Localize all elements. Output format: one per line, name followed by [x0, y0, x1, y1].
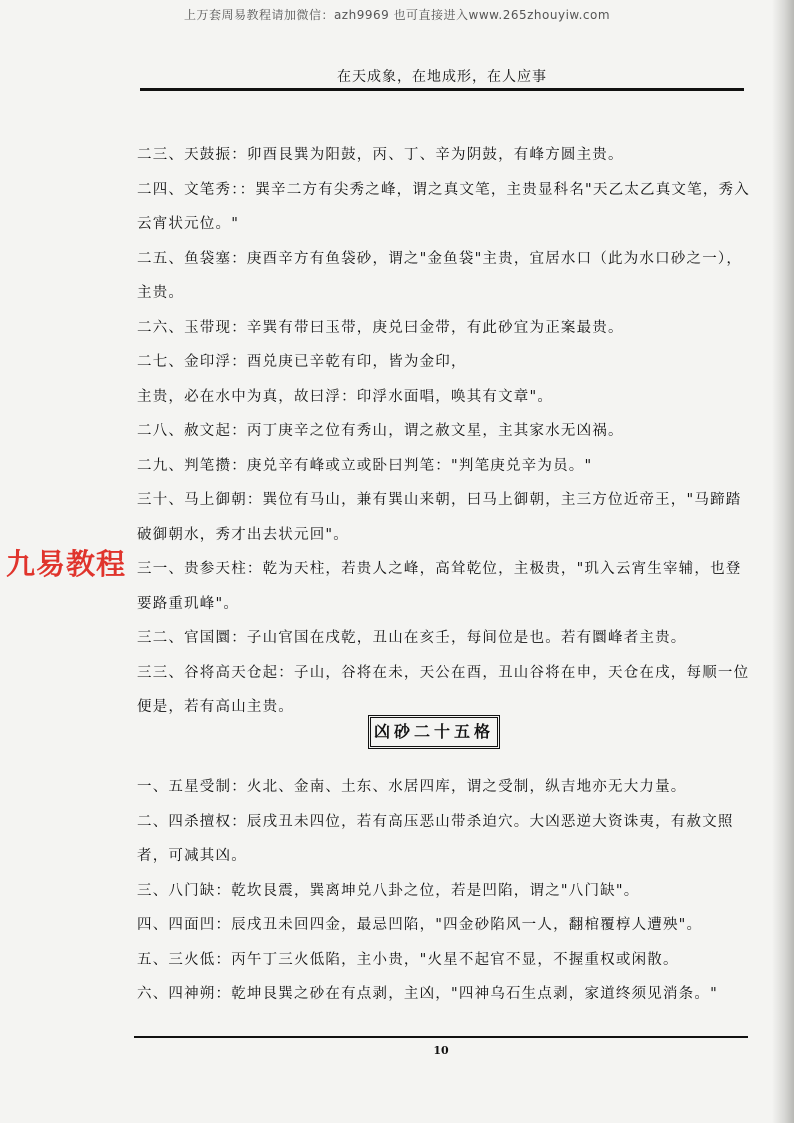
- watermark-stamp: 九易教程: [6, 547, 127, 581]
- inauspicious-sand-list: [137, 770, 751, 1012]
- section-heading: 凶砂二十五格: [368, 715, 500, 749]
- list-item: 三二、官国圜：子山官国在戌乾，丑山在亥壬，每间位是也。若有圜峰者主贵。: [137, 630, 687, 646]
- running-header: 在天成象，在地成形，在人应事: [337, 69, 547, 85]
- list-item: 六、四神朔：乾坤艮巽之砂在有点剥，主凶，"四神乌石生点剥，家道终须见消条。": [137, 986, 718, 1002]
- list-item: 四、四面凹：辰戌丑未回四金，最忌凹陷，"四金砂陷风一人，翻棺覆椁人遭殃"。: [137, 917, 703, 933]
- list-item: 二四、文笔秀：：巽辛二方有尖秀之峰，谓之真文笔，主贵显科名"天乙太乙真文笔，秀入云宵状元位。": [137, 181, 750, 232]
- list-item: 二、四杀擅权：辰戌丑未四位，若有高压恶山带杀迫穴。大凶恶逆大资诛夷，有赦文照者，可减其凶。: [137, 813, 734, 864]
- list-item: 二三、天鼓振：卯酉艮巽为阳鼓，丙、丁、辛为阴鼓，有峰方圆主贵。: [137, 147, 624, 163]
- list-item: 三、八门缺：乾坎艮震，巽离坤兑八卦之位，若是凹陷，谓之"八门缺"。: [137, 882, 640, 899]
- list-item: 二九、判笔攒：庚兑辛有峰或立或卧曰判笔："判笔庚兑辛为员。": [137, 457, 593, 474]
- list-item: 二八、赦文起：丙丁庚辛之位有秀山，谓之赦文星，主其家水无凶祸。: [137, 423, 624, 439]
- list-item: 五、三火低：丙午丁三火低陷，主小贵，"火星不起官不显，不握重权或闲散。: [137, 951, 679, 968]
- list-item: 三三、谷将高天仓起：子山，谷将在未，天公在酉，丑山谷将在申，天仓在戌，每顺一位便是，若有高山主贵。: [137, 664, 750, 715]
- list-item: 二五、鱼袋塞：庚酉辛方有鱼袋砂，谓之"金鱼袋"主贵，宜居水口（此为水口砂之一），主贵。: [137, 250, 743, 301]
- list-item: 二六、玉带现：辛巽有带曰玉带，庚兑曰金带，有此砂宜为正案最贵。: [137, 319, 624, 336]
- list-item: 三十、马上御朝：巽位有马山，兼有巽山来朝，曰马上御朝，主三方位近帝王，"马蹄踏破御朝水，秀才出去状元回"。: [137, 492, 742, 543]
- auspicious-sand-list: [137, 138, 751, 725]
- page-edge-shadow: [772, 0, 794, 1123]
- page-number: 10: [433, 1044, 449, 1057]
- list-item: 三一、贵参天柱：乾为天柱，若贵人之峰，高耸乾位，主极贵，"玑入云宵生宰辅，也登要路重玑峰"。: [137, 561, 742, 612]
- footer-rule: [134, 1036, 748, 1038]
- list-item: 一、五星受制：火北、金南、土东、水居四库，谓之受制，纵吉地亦无大力量。: [137, 779, 687, 795]
- top-notice: 上万套周易教程请加微信：azh9969 也可直接进入www.265zhouyiw.com: [183, 8, 611, 22]
- list-item: 主贵，必在水中为真，故曰浮：印浮水面唱，唤其有文章"。: [137, 388, 554, 405]
- header-rule: [140, 88, 744, 91]
- list-item: 二七、金印浮：酉兑庚已辛乾有印，皆为金印，: [137, 354, 467, 370]
